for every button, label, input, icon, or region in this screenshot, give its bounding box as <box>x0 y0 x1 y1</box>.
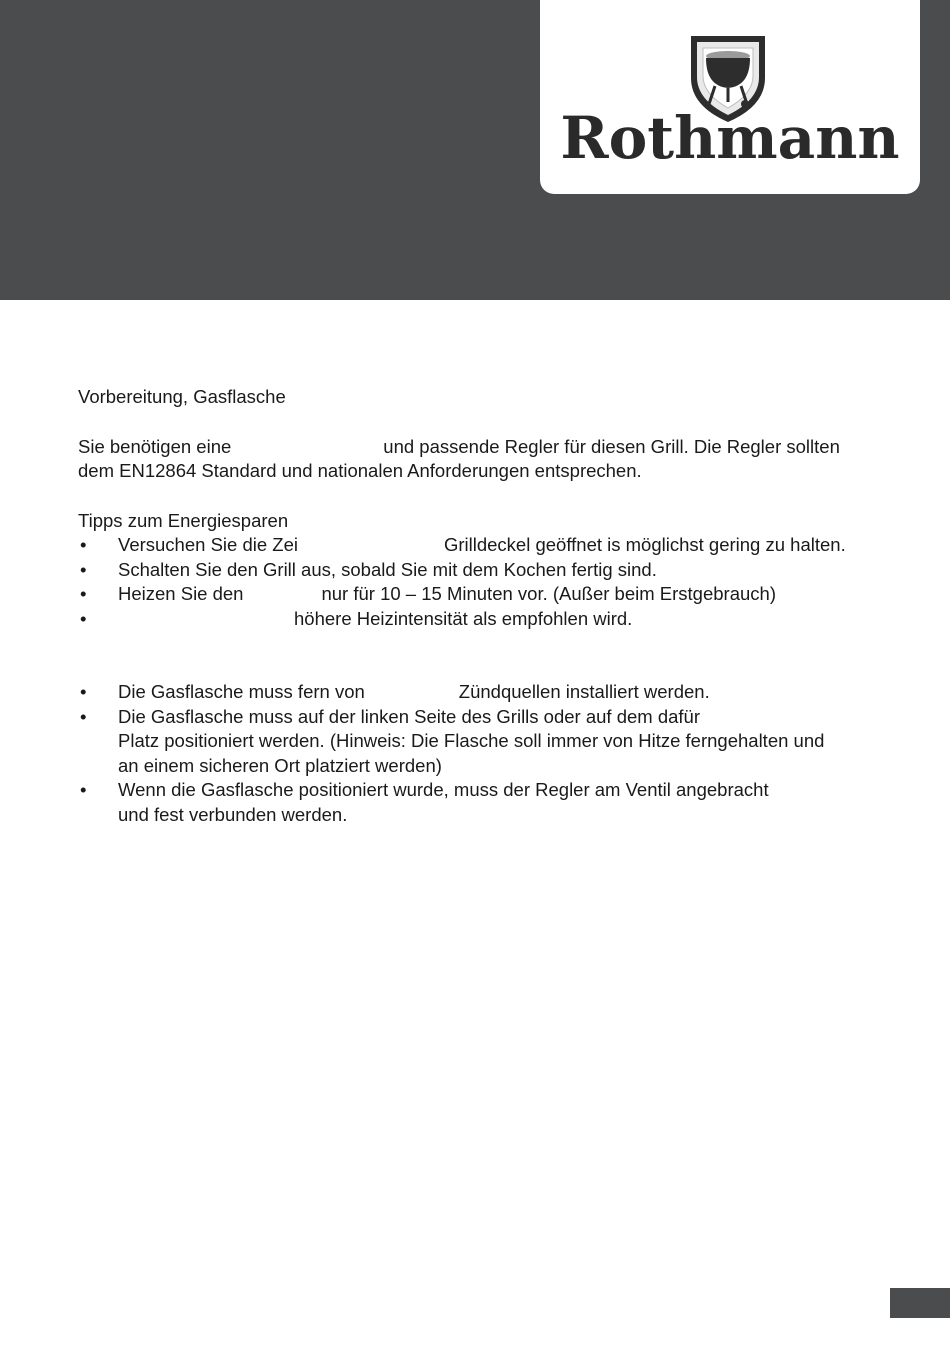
gas-bottle-instructions-list <box>78 680 898 827</box>
energy-tips-list <box>78 533 898 631</box>
brand-logo-card <box>540 0 920 194</box>
list-item: • Heizen Sie den nur für 10 – 15 Minuten vor. (Außer beim Erstgebrauch) <box>80 583 776 604</box>
document-content <box>78 385 898 827</box>
list-item: • Wenn die Gasflasche positioniert wurde, muss der Regler am Ventil angebracht und fest verbunden werden. <box>80 779 769 825</box>
list-item: • Schalten Sie den Grill aus, sobald Sie mit dem Kochen fertig sind. <box>80 558 657 580</box>
list-item: • Die Gasflasche muss auf der linken Seite des Grills oder auf dem dafür Platz positioniert werden. (Hinweis: Die Flasche soll immer von Hitze ferngehalten und an einem sicheren Ort platziert werden) <box>80 705 825 776</box>
section-heading-energiesparen: Tipps zum Energiesparen <box>78 509 289 531</box>
list-item: • Die Gasflasche muss fern von Zündquellen installiert werden. <box>80 681 710 702</box>
section-heading-gasflasche: Vorbereitung, Gasflasche <box>78 386 286 407</box>
paragraph-requirements-line1: Sie benötigen eine und passende Regler für diesen Grill. Die Regler sollten <box>78 435 840 457</box>
paragraph-requirements-line2: dem EN12864 Standard und nationalen Anforderungen entsprechen. <box>78 460 642 481</box>
page-number-tab <box>890 1288 950 1318</box>
brand-wordmark: Rothmann <box>560 104 900 172</box>
list-item: • höhere Heizintensität als empfohlen wird. <box>80 607 633 629</box>
list-item: • Versuchen Sie die Zei Grilldeckel geöffnet is möglichst gering zu halten. <box>80 534 846 555</box>
